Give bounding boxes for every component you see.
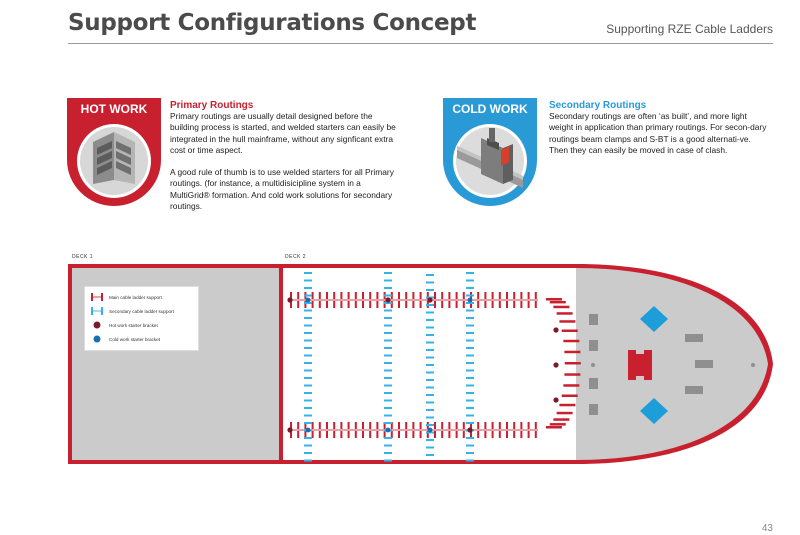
cold-bracket-icon bbox=[93, 335, 101, 343]
secondary-ladder-support bbox=[426, 357, 434, 359]
secondary-ladder-support bbox=[384, 392, 392, 394]
equipment-block bbox=[695, 360, 713, 368]
hot-bracket-icon bbox=[93, 321, 101, 329]
secondary-ladder-support bbox=[426, 364, 434, 366]
secondary-ladder-support bbox=[384, 347, 392, 349]
secondary-ladder-support bbox=[466, 400, 474, 402]
secondary-ladder-support bbox=[304, 392, 312, 394]
secondary-ladder-support bbox=[426, 424, 434, 426]
secondary-ladder-support bbox=[426, 402, 434, 404]
legend-label-cold: Cold work starter bracket bbox=[109, 336, 161, 342]
equipment-block bbox=[685, 386, 703, 394]
secondary-ladder-support bbox=[466, 332, 474, 334]
hot-work-bracket bbox=[553, 397, 558, 402]
equipment-dot bbox=[751, 363, 755, 367]
secondary-ladder-support bbox=[384, 370, 392, 372]
main-ladder-support bbox=[546, 426, 562, 429]
secondary-ladder-support bbox=[384, 355, 392, 357]
equipment-block bbox=[589, 378, 598, 389]
main-ladder-support bbox=[557, 412, 573, 415]
secondary-ladder-support bbox=[304, 347, 312, 349]
secondary-ladder-support bbox=[304, 415, 312, 417]
secondary-ladder-support bbox=[466, 437, 474, 439]
hot-work-bracket bbox=[553, 327, 558, 332]
main-ladder-support bbox=[563, 384, 579, 387]
legend-row-cold bbox=[85, 334, 160, 344]
secondary-ladder-support bbox=[426, 409, 434, 411]
page-number: 43 bbox=[761, 523, 773, 534]
secondary-ladder-support bbox=[466, 310, 474, 312]
hot-work-bracket bbox=[287, 427, 292, 432]
secondary-ladder-support bbox=[384, 272, 392, 274]
secondary-ladder-support bbox=[466, 385, 474, 387]
secondary-ladder-support bbox=[304, 385, 312, 387]
secondary-ladder-support bbox=[304, 437, 312, 439]
secondary-ladder-support bbox=[426, 387, 434, 389]
secondary-ladder-support bbox=[304, 287, 312, 289]
hot-work-label: HOT WORK bbox=[80, 102, 148, 116]
deck1-label: DECK 1 bbox=[72, 254, 94, 260]
secondary-ladder-support bbox=[426, 454, 434, 456]
secondary-ladder-support bbox=[304, 340, 312, 342]
secondary-ladder-support bbox=[304, 332, 312, 334]
secondary-ladder-support bbox=[304, 460, 312, 462]
equipment-block bbox=[685, 334, 703, 342]
secondary-ladder-support bbox=[384, 452, 392, 454]
main-ladder-support bbox=[562, 395, 578, 398]
winch-block bbox=[628, 350, 652, 380]
secondary-ladder-support bbox=[466, 445, 474, 447]
secondary-ladder-support bbox=[304, 362, 312, 364]
secondary-ladder-support bbox=[384, 362, 392, 364]
main-ladder-support bbox=[564, 373, 580, 376]
secondary-ladder-support bbox=[466, 415, 474, 417]
secondary-ladder-support bbox=[466, 452, 474, 454]
main-ladder-support bbox=[546, 298, 562, 301]
secondary-ladder-support bbox=[426, 447, 434, 449]
secondary-ladder-support bbox=[304, 280, 312, 282]
cold-work-bracket bbox=[428, 428, 433, 433]
secondary-ladder-support bbox=[384, 422, 392, 424]
primary-paragraph-2: A good rule of thumb is to use welded starters for all Primary routings. (for instance, a multidisicipline system in a MultiGrid® formation. And cold work solutions for secondary routings. bbox=[170, 167, 394, 212]
legend-row-hot bbox=[85, 320, 158, 330]
secondary-ladder-support bbox=[384, 310, 392, 312]
secondary-ladder-support bbox=[466, 325, 474, 327]
cold-work-bracket bbox=[468, 298, 473, 303]
secondary-ladder-support bbox=[384, 445, 392, 447]
main-ladder-support bbox=[559, 320, 575, 323]
secondary-ladder-support bbox=[384, 400, 392, 402]
main-ladder-support bbox=[565, 362, 581, 365]
diagram-legend bbox=[84, 286, 199, 351]
main-ladder-support bbox=[557, 312, 573, 315]
primary-paragraph-1: Primary routings are usually detail designed before the building process is started, and welded starters can easily be integrated in the hull mainframe, without any signficant extra cost or time aspect. bbox=[170, 111, 396, 155]
legend-label-hot: Hot work starter bracket bbox=[109, 322, 158, 328]
secondary-ladder-support bbox=[304, 445, 312, 447]
secondary-ladder-support bbox=[466, 287, 474, 289]
legend-row-main bbox=[85, 292, 162, 302]
secondary-ladder-support bbox=[426, 334, 434, 336]
secondary-ladder-support bbox=[384, 287, 392, 289]
secondary-ladder-support bbox=[304, 272, 312, 274]
primary-routings-heading: Primary Routings bbox=[170, 100, 254, 111]
main-ladder-support bbox=[563, 340, 579, 343]
secondary-ladder-support bbox=[466, 377, 474, 379]
secondary-ladder-support bbox=[384, 377, 392, 379]
secondary-ladder-support bbox=[466, 272, 474, 274]
equipment-block bbox=[589, 340, 598, 351]
main-ladder-support bbox=[559, 404, 575, 407]
secondary-paragraph-1: Secondary routings are often ‘as built’, and more light weight in application than primary routings. For secon-dary routings beam clamps and S-BT is a good alternati-ve. Then they can easily be moved in case of clash. bbox=[549, 111, 767, 155]
secondary-ladder-support bbox=[426, 274, 434, 276]
secondary-ladder-support bbox=[426, 304, 434, 306]
main-ladder-support bbox=[553, 418, 569, 421]
page-title: Support Configurations Concept bbox=[68, 10, 477, 36]
secondary-ladder-support bbox=[304, 422, 312, 424]
secondary-ladder-support bbox=[426, 319, 434, 321]
hot-work-bracket bbox=[553, 362, 558, 367]
legend-row-secondary bbox=[85, 306, 174, 316]
equipment-dot bbox=[591, 363, 595, 367]
secondary-ladder-support bbox=[304, 400, 312, 402]
secondary-ladder-support bbox=[466, 295, 474, 297]
main-ladder-rail bbox=[290, 299, 538, 301]
secondary-ladder-support bbox=[384, 340, 392, 342]
secondary-ladder-support bbox=[426, 342, 434, 344]
hot-work-bracket bbox=[467, 427, 472, 432]
equipment-block bbox=[589, 314, 598, 325]
secondary-routings-heading: Secondary Routings bbox=[549, 100, 647, 111]
legend-label-main: Main cable ladder support bbox=[109, 294, 162, 300]
cold-work-label: COLD WORK bbox=[452, 102, 528, 116]
secondary-ladder-support bbox=[384, 415, 392, 417]
secondary-ladder-support bbox=[426, 289, 434, 291]
secondary-ladder-support bbox=[426, 372, 434, 374]
secondary-ladder-support bbox=[304, 295, 312, 297]
cold-work-bracket bbox=[306, 298, 311, 303]
secondary-ladder-support bbox=[384, 437, 392, 439]
secondary-ladder-support bbox=[426, 282, 434, 284]
secondary-ladder-support bbox=[384, 317, 392, 319]
secondary-ladder-support bbox=[426, 439, 434, 441]
secondary-ladder-support bbox=[304, 377, 312, 379]
main-ladder-support bbox=[553, 306, 569, 309]
secondary-ladder-support bbox=[466, 280, 474, 282]
legend-label-secondary: Secondary cable ladder support bbox=[109, 308, 174, 314]
main-ladder-support bbox=[564, 351, 580, 354]
secondary-ladder-support bbox=[426, 394, 434, 396]
main-ladder-support bbox=[550, 423, 566, 426]
hot-work-bracket bbox=[427, 297, 432, 302]
secondary-ladder-support bbox=[384, 407, 392, 409]
hot-work-bracket bbox=[287, 297, 292, 302]
secondary-ladder-support bbox=[384, 280, 392, 282]
secondary-ladder-support bbox=[304, 355, 312, 357]
secondary-ladder-support bbox=[466, 407, 474, 409]
secondary-ladder-support bbox=[466, 370, 474, 372]
main-ladder-rail bbox=[290, 429, 538, 431]
page-subtitle: Supporting RZE Cable Ladders bbox=[606, 22, 773, 36]
secondary-ladder-support bbox=[384, 332, 392, 334]
secondary-ladder-support bbox=[304, 407, 312, 409]
secondary-ladder-support bbox=[466, 347, 474, 349]
cold-work-bracket bbox=[306, 428, 311, 433]
main-ladder-support bbox=[562, 330, 578, 333]
secondary-ladder-support bbox=[384, 325, 392, 327]
secondary-ladder-support bbox=[426, 327, 434, 329]
main-ladder-support bbox=[550, 301, 566, 304]
secondary-ladder-support bbox=[466, 460, 474, 462]
secondary-ladder-support bbox=[466, 355, 474, 357]
secondary-ladder-support bbox=[466, 422, 474, 424]
secondary-ladder-support bbox=[426, 312, 434, 314]
secondary-ladder-support bbox=[426, 417, 434, 419]
equipment-block bbox=[589, 404, 598, 415]
secondary-ladder-icon bbox=[90, 307, 104, 315]
secondary-ladder-support bbox=[304, 310, 312, 312]
main-ladder-icon bbox=[90, 293, 104, 301]
secondary-ladder-support bbox=[426, 379, 434, 381]
secondary-ladder-support bbox=[304, 317, 312, 319]
bow-area bbox=[576, 268, 768, 460]
secondary-ladder-support bbox=[384, 385, 392, 387]
secondary-ladder-support bbox=[384, 460, 392, 462]
secondary-ladder-support bbox=[466, 340, 474, 342]
cold-work-bracket bbox=[386, 428, 391, 433]
secondary-ladder-support bbox=[304, 452, 312, 454]
deck2-label: DECK 2 bbox=[285, 254, 307, 260]
secondary-ladder-support bbox=[466, 392, 474, 394]
secondary-ladder-support bbox=[466, 317, 474, 319]
hot-work-bracket bbox=[385, 297, 390, 302]
secondary-ladder-support bbox=[384, 295, 392, 297]
secondary-ladder-support bbox=[304, 325, 312, 327]
secondary-ladder-support bbox=[304, 370, 312, 372]
secondary-ladder-support bbox=[426, 349, 434, 351]
secondary-ladder-support bbox=[466, 362, 474, 364]
